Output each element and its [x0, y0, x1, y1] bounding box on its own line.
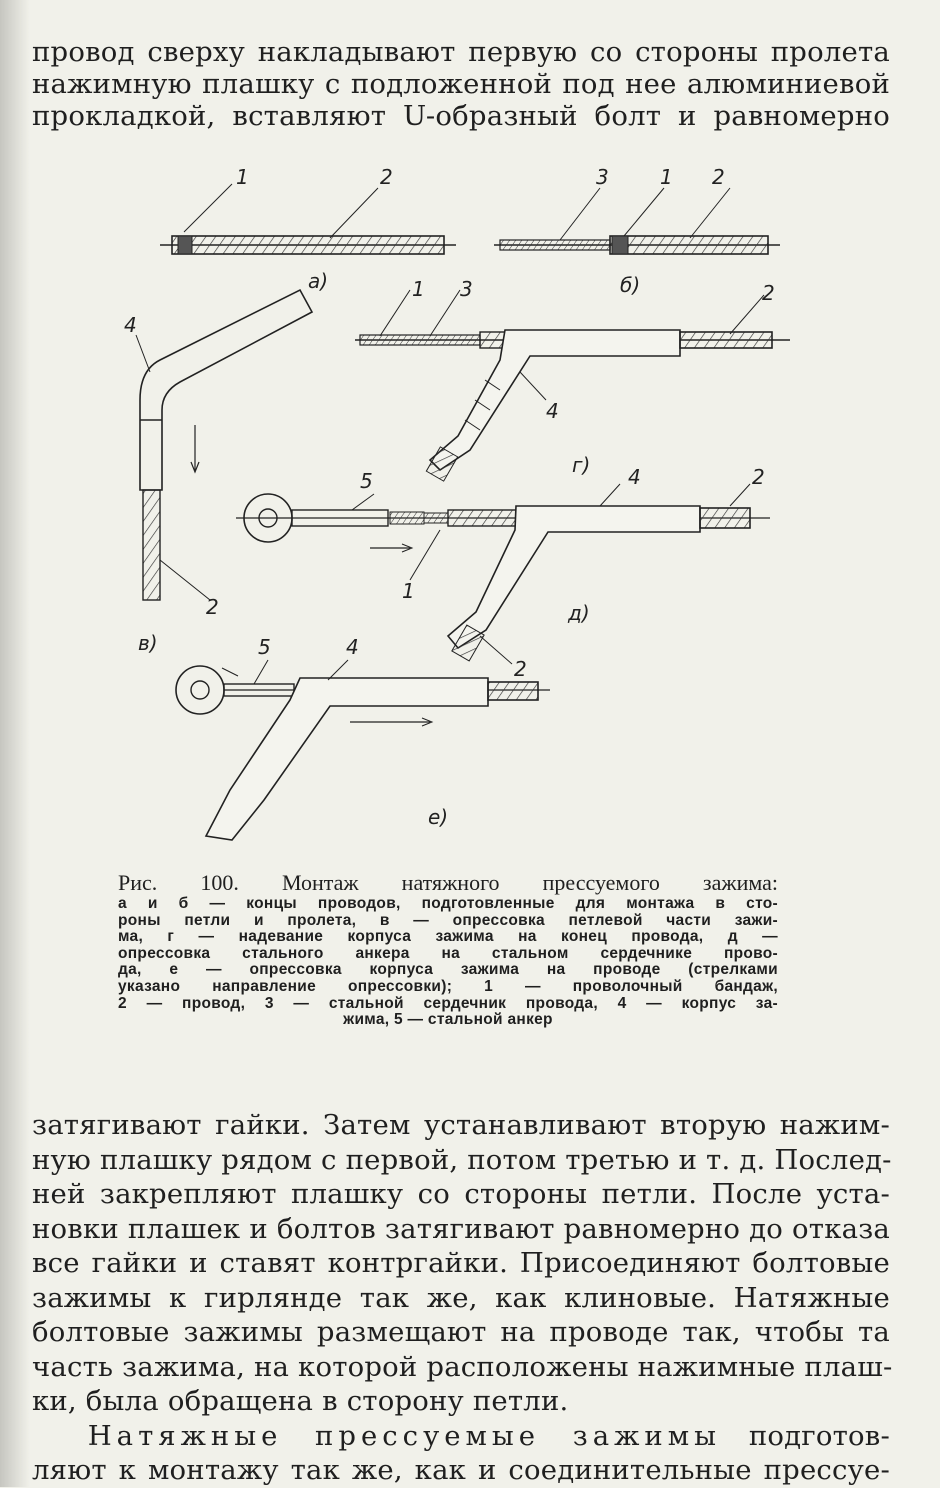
label-2: 2	[206, 595, 219, 619]
figure-caption	[118, 870, 778, 1029]
text-line: ки, была обращена в сторону петли.	[32, 1385, 569, 1417]
bottom-paragraph	[32, 1108, 893, 1488]
label-d: д)	[568, 601, 590, 625]
diagram-d-anchor-crimp	[236, 484, 770, 664]
caption-line: роны петли и пролета, в — опрессовка петлевой части зажи-	[118, 911, 778, 929]
label-4: 4	[628, 465, 641, 489]
label-1: 1	[402, 579, 415, 603]
label-2: 2	[380, 165, 393, 189]
label-1: 1	[412, 277, 425, 301]
diagram-a-wire-end	[160, 184, 456, 254]
text-line: провод сверху накладывают первую со стороны пролета	[32, 36, 890, 68]
label-b: б)	[620, 273, 641, 297]
label-5: 5	[258, 635, 271, 659]
label-4: 4	[546, 399, 559, 423]
caption-body	[118, 896, 778, 1029]
text-line: болтовые зажимы размещают на проводе так, чтобы та	[32, 1316, 890, 1348]
caption-title: Рис. 100. Монтаж натяжного прессуемого зажима:	[118, 870, 778, 895]
caption-line: указано направление опрессовки); 1 — проволочный бандаж,	[118, 977, 778, 995]
label-g: г)	[572, 453, 591, 477]
text-line: нажимную плашку с подложенной под нее алюминиевой	[32, 68, 890, 100]
spaced-tail: подготов-	[748, 1419, 890, 1452]
caption-line: 2 — провод, 3 — стальной сердечник провода, 4 — корпус за-	[118, 994, 778, 1012]
diagram-v-loop-crimp	[136, 290, 312, 600]
text-line: новки плашек и болтов затягивают равномерно до отказа	[32, 1212, 890, 1245]
label-2: 2	[712, 165, 725, 189]
text-line: ляют к монтажу так же, как и соединительные прессуе-	[32, 1454, 890, 1486]
text-line: ную плашку рядом с первой, потом третью и т. д. Послед-	[32, 1143, 892, 1176]
caption-line: ма, г — надевание корпуса зажима на конец провода, д —	[118, 928, 778, 946]
caption-line: жима, 5 — стальной анкер	[343, 1011, 553, 1029]
diagram-e-body-crimp	[176, 660, 550, 840]
text-line: все гайки и ставят контргайки. Присоединяют болтовые	[32, 1247, 890, 1279]
figure-100-diagram	[0, 150, 940, 880]
text-line: затягивают гайки. Затем устанавливают вторую нажим-	[32, 1109, 890, 1141]
caption-line: да, е — опрессовка корпуса зажима на проводе (стрелками	[118, 961, 778, 979]
text-line: зажимы к гирлянде так же, как клиновые. Натяжные	[32, 1281, 890, 1314]
label-a: а)	[308, 269, 329, 293]
caption-line: опрессовка стального анкера на стальном сердечнике прово-	[118, 944, 778, 962]
label-4: 4	[346, 635, 359, 659]
label-3: 3	[596, 165, 609, 189]
caption-line: а и б — концы проводов, подготовленные для монтажа в сто-	[118, 895, 778, 912]
text-line: прокладкой, вставляют U-образный болт и равномерно	[32, 100, 890, 132]
text-line: ней закрепляют плашку со стороны петли. После уста-	[32, 1178, 890, 1210]
text-line-spaced	[32, 1419, 890, 1454]
top-paragraph	[32, 36, 890, 132]
label-4: 4	[124, 313, 137, 337]
label-5: 5	[360, 469, 373, 493]
label-v: в)	[138, 631, 158, 655]
label-1: 1	[660, 165, 673, 189]
label-2: 2	[514, 657, 527, 681]
label-3: 3	[460, 277, 473, 301]
label-2: 2	[752, 465, 765, 489]
label-e: е)	[428, 805, 449, 829]
text-line: часть зажима, на которой расположены нажимные плаш-	[32, 1350, 893, 1383]
label-1: 1	[236, 165, 249, 189]
spaced-emphasis: Натяжные прессуемые зажимы	[87, 1419, 722, 1452]
label-2: 2	[762, 281, 775, 305]
diagram-b-wire-end	[494, 188, 780, 254]
